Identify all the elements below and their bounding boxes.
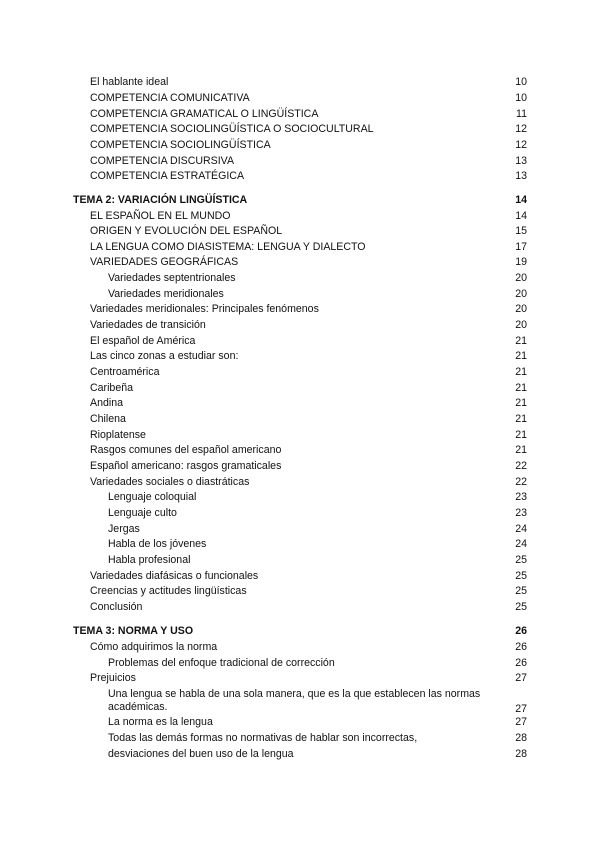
toc-entry-page: 25 <box>515 554 527 566</box>
toc-entry-text[interactable]: LA LENGUA COMO DIASISTEMA: LENGUA Y DIALECTO <box>90 241 366 253</box>
toc-entry-text[interactable]: COMPETENCIA COMUNICATIVA <box>90 92 250 104</box>
toc-entry-page: 23 <box>515 491 527 503</box>
toc-entry-text[interactable]: Rioplatense <box>90 429 146 441</box>
toc-entry-page: 12 <box>515 123 527 135</box>
toc-entry-page: 26 <box>515 641 527 653</box>
toc-entry-text[interactable]: Caribeña <box>90 382 133 394</box>
toc-entry-page: 22 <box>515 460 527 472</box>
toc-entry-page: 20 <box>515 272 527 284</box>
toc-entry-text[interactable]: Variedades sociales o diastráticas <box>90 476 250 488</box>
toc-entry-page: 25 <box>515 570 527 582</box>
toc-entry-page: 13 <box>515 155 527 167</box>
toc-entry-page: 20 <box>515 303 527 315</box>
toc-entry-page: 21 <box>515 413 527 425</box>
toc-entry-page: 20 <box>515 319 527 331</box>
toc-entry-page: 10 <box>515 76 527 88</box>
toc-entry-page: 21 <box>515 382 527 394</box>
toc-entry-text[interactable]: La norma es la lengua <box>108 716 213 728</box>
toc-entry-page: 21 <box>515 429 527 441</box>
toc-entry-text[interactable]: Variedades de transición <box>90 319 206 331</box>
toc-entry-text[interactable]: Chilena <box>90 413 126 425</box>
toc-entry-text[interactable]: Problemas del enfoque tradicional de corrección <box>108 657 335 669</box>
toc-entry-text[interactable]: COMPETENCIA SOCIOLINGÜÍSTICA <box>90 139 271 151</box>
toc-entry-text[interactable]: COMPETENCIA SOCIOLINGÜÍSTICA O SOCIOCULTURAL <box>90 123 374 135</box>
toc-entry-text[interactable]: Una lengua se habla de una sola manera, que es la que establecen las normas <box>108 688 481 700</box>
toc-entry-page: 11 <box>516 108 527 120</box>
toc-entry-text[interactable]: Todas las demás formas no normativas de hablar son incorrectas, <box>108 732 418 744</box>
toc-entry-text[interactable]: Centroamérica <box>90 366 160 378</box>
toc-entry-text[interactable]: Jergas <box>108 523 140 535</box>
toc-entry-text[interactable]: Variedades diafásicas o funcionales <box>90 570 259 582</box>
toc-entry-page: 21 <box>515 366 527 378</box>
toc-entry-text[interactable]: Cómo adquirimos la norma <box>90 641 218 653</box>
toc-chapter-title[interactable]: TEMA 2: VARIACIÓN LINGÜÍSTICA <box>73 194 248 206</box>
toc-entry-page: 26 <box>515 657 527 669</box>
toc-entry-text[interactable]: Prejuicios <box>90 672 136 684</box>
toc-entry-text[interactable]: Variedades septentrionales <box>108 272 236 284</box>
toc-entry-text[interactable]: Lenguaje culto <box>108 507 177 519</box>
toc-entry-text[interactable]: EL ESPAÑOL EN EL MUNDO <box>90 210 231 222</box>
toc-entry-text[interactable]: COMPETENCIA GRAMATICAL O LINGÜÍSTICA <box>90 108 319 120</box>
toc-entry-text[interactable]: Las cinco zonas a estudiar son: <box>90 350 239 362</box>
toc-entry-page: 21 <box>515 397 527 409</box>
toc-entry-page: 20 <box>515 288 527 300</box>
toc-entry-page: 27 <box>515 672 527 684</box>
toc-entry-page: 28 <box>515 748 527 760</box>
toc-entry-text[interactable]: El español de América <box>90 335 196 347</box>
toc-entry-page: 10 <box>515 92 527 104</box>
toc-entry-page: 22 <box>515 476 527 488</box>
toc-entry-page: 19 <box>515 256 527 268</box>
toc-entry-page: 25 <box>515 585 527 597</box>
toc-entry-text[interactable]: Variedades meridionales <box>108 288 224 300</box>
toc-chapter-title[interactable]: TEMA 3: NORMA Y USO <box>73 625 194 637</box>
toc-entry-page: 25 <box>515 601 527 613</box>
toc-entry-page: 13 <box>515 170 527 182</box>
toc-entry-text[interactable]: COMPETENCIA ESTRATÉGICA <box>90 170 245 182</box>
toc-entry-text[interactable]: VARIEDADES GEOGRÁFICAS <box>90 256 239 268</box>
toc-entry-text[interactable]: Andina <box>90 397 123 409</box>
toc-entry-page: 21 <box>515 444 527 456</box>
toc-entry-page: 21 <box>515 350 527 362</box>
toc-entry-page: 21 <box>515 335 527 347</box>
toc-chapter-page: 14 <box>515 194 527 206</box>
toc-entry-page: 27 <box>515 703 527 715</box>
toc-entry-page: 24 <box>515 538 527 550</box>
toc-entry-text[interactable]: Español americano: rasgos gramaticales <box>90 460 282 472</box>
toc-entry-text[interactable]: ORIGEN Y EVOLUCIÓN DEL ESPAÑOL <box>90 225 283 237</box>
toc-entry-text[interactable]: Habla de los jóvenes <box>108 538 207 550</box>
toc-entry-page: 12 <box>515 139 527 151</box>
toc-entry-page: 15 <box>515 225 527 237</box>
toc-entry-page: 23 <box>515 507 527 519</box>
toc-entry-text[interactable]: desviaciones del buen uso de la lengua <box>108 748 294 760</box>
toc-entry-page: 24 <box>515 523 527 535</box>
toc-entry-page: 17 <box>515 241 527 253</box>
toc-entry-page: 27 <box>515 716 527 728</box>
toc-entry-text-continued[interactable]: académicas. <box>108 701 168 713</box>
toc-entry-text[interactable]: El hablante ideal <box>90 76 169 88</box>
toc-entry-text[interactable]: Conclusión <box>90 601 143 613</box>
toc-entry-page: 14 <box>515 210 527 222</box>
toc-entry-text[interactable]: Variedades meridionales: Principales fenómenos <box>90 303 319 315</box>
toc-entry-text[interactable]: Creencias y actitudes lingüísticas <box>90 585 247 597</box>
toc-entry-page: 28 <box>515 732 527 744</box>
toc-chapter-page: 26 <box>515 625 527 637</box>
toc-entry-text[interactable]: Habla profesional <box>108 554 191 566</box>
toc-entry-text[interactable]: Lenguaje coloquial <box>108 491 197 503</box>
toc-entry-text[interactable]: COMPETENCIA DISCURSIVA <box>90 155 235 167</box>
toc-entry-text[interactable]: Rasgos comunes del español americano <box>90 444 282 456</box>
